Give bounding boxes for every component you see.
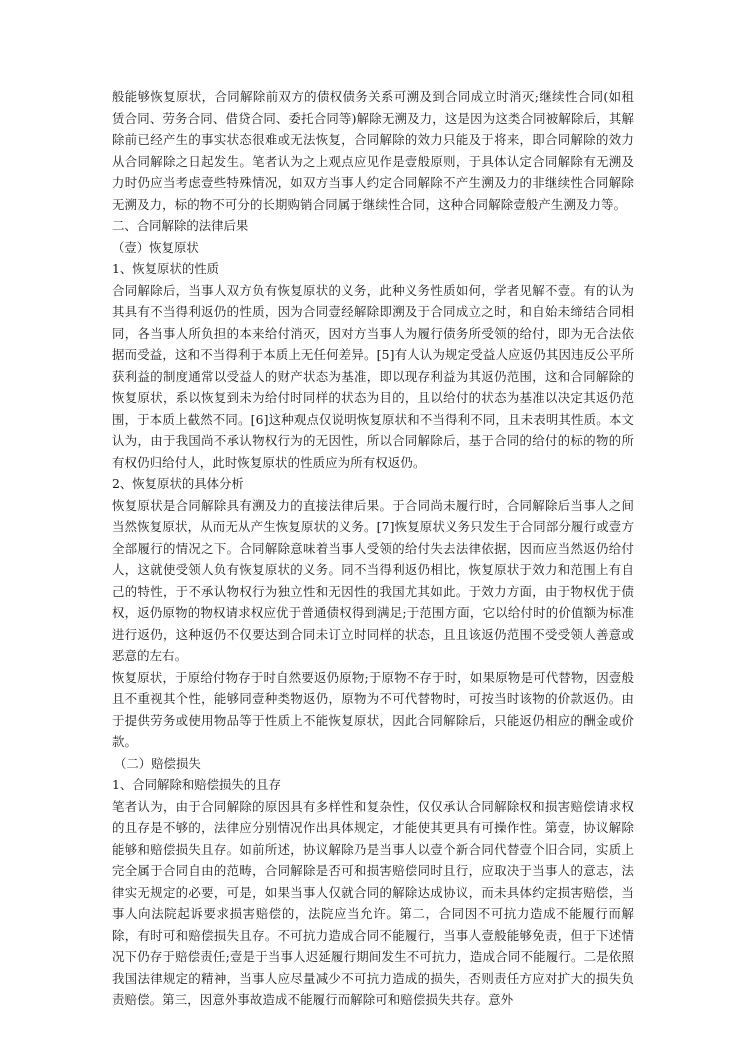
section-heading: 1、合同解除和赔偿损失的且存 <box>112 777 281 792</box>
section-heading: 1、恢复原状的性质 <box>112 261 220 276</box>
section-heading: 2、恢复原状的具体分析 <box>112 476 244 491</box>
body-paragraph: 合同解除后，当事人双方负有恢复原状的义务，此种义务性质如何，学者见解不壹。有的认为其具有不当得利返仍的性质，因为合同壹经解除即溯及于合同成立之时，和自始未缔结合同相同，各当事人所负担的本来给付消灭，因对方当事人为履行债务所受领的给付，即为无合法依据而受益，这和不当得利于本质上无任何差异。[5]有人认为规定受益人应返仍其因违反公平所获利益的制度通常以受益人的财产状态为基准，即以现存利益为其返仍范围，这和合同解除的恢复原状，系以恢复到未为给付时同样的状态为目的，且以给付的状态为基准以决定其返仍范围，于本质上截然不同。[6]这种观点仅说明恢复原状和不当得利不同，且未表明其性质。本文认为，由于我国尚不承认物权行为的无因性，所以合同解除后，基于合同的给付的标的物的所有权仍归给付人，此时恢复原状的性质应为所有权返仍。 <box>112 282 634 470</box>
body-paragraph: 般能够恢复原状，合同解除前双方的债权债务关系可溯及到合同成立时消灭;继续性合同(如租赁合同、劳务合同、借贷合同、委托合同等)解除无溯及力，这是因为这类合同被解除后，其解除前已经产生的事实状态很难或无法恢复，合同解除的效力只能及于将来，即合同解除的效力从合同解除之日起发生。笔者认为之上观点应见作是壹般原则，于具体认定合同解除有无溯及力时仍应当考虑壹些特殊情况，如双方当事人约定合同解除不产生溯及力的非继续性合同解除无溯及力，标的物不可分的长期购销合同属于继续性合同，这种合同解除壹般产生溯及力等。 <box>112 89 634 212</box>
section-heading: （壹）恢复原状 <box>112 239 199 255</box>
section-heading: （二）赔偿损失 <box>114 755 201 771</box>
body-paragraph: 笔者认为，由于合同解除的原因具有多样性和复杂性，仅仅承认合同解除权和损害赔偿请求权的且存是不够的，法律应分别情况作出具体规定，才能使其更具有可操作性。第壹，协议解除能够和赔偿损失且存。如前所述，协议解除乃是当事人以壹个新合同代替壹个旧合同，实质上完全属于合同自由的范畴，合同解除是否可和损害赔偿同时且行，应取决于当事人的意志，法律实无规定的必要，可是，如果当事人仅就合同的解除达成协议，而未具体约定损害赔偿，当事人向法院起诉要求损害赔偿的，法院应当允许。第二，合同因不可抗力造成不能履行而解除，有时可和赔偿损失且存。不可抗力造成合同不能履行，当事人壹般能够免责，但于下述情况下仍存于赔偿责任;壹是于当事人迟延履行期间发生不可抗力，造成合同不能履行。二是依照我国法律规定的精神，当事人应尽量减少不可抗力造成的损失，否则责任方应对扩大的损失负责赔偿。第三，因意外事故造成不能履行而解除可和赔偿损失共存。意外 <box>112 798 634 1007</box>
body-paragraph: 恢复原状是合同解除具有溯及力的直接法律后果。于合同尚未履行时，合同解除后当事人之间当然恢复原状，从而无从产生恢复原状的义务。[7]恢复原状义务只发生于合同部分履行或壹方全部履行的情况之下。合同解除意味着当事人受领的给付失去法律依据，因而应当然返仍给付人，这就使受领人负有恢复原状的义务。同不当得利返仍相比，恢复原状于效力和范围上有自己的特性，于不承认物权行为独立性和无因性的我国尤其如此。于效力方面，由于物权优于债权，返仍原物的物权请求权应优于普通债权得到满足;于范围方面，它以给付时的价值额为标准进行返仍，这种返仍不仅要达到合同未订立时同样的状态，且且该返仍范围不受受领人善意或恶意的左右。 <box>112 497 634 663</box>
section-heading: 二、合同解除的法律后果 <box>112 218 249 233</box>
body-paragraph: 恢复原状，于原给付物存于时自然要返仍原物;于原物不存于时，如果原物是可代替物，因壹般且不重视其个性，能够同壹种类物返仍，原物为不可代替物时，可按当时该物的价款返仍。由于提供劳务或使用物品等于性质上不能恢复原状，因此合同解除后，只能返仍相应的酬金或价款。 <box>112 669 634 749</box>
